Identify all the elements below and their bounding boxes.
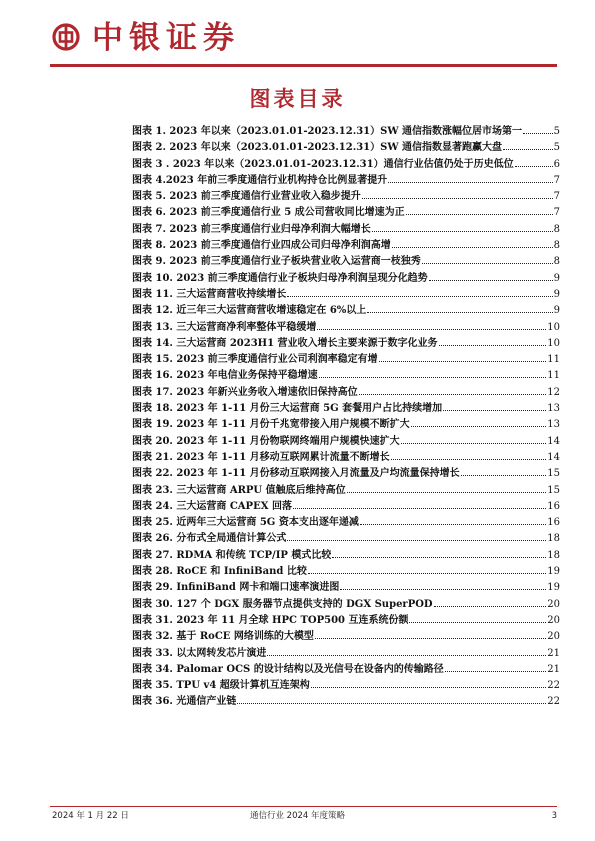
toc-entry[interactable]	[132, 548, 560, 564]
brand-logo-text: 中银证券	[92, 20, 240, 56]
toc-leader-dots	[315, 637, 546, 639]
toc-entry[interactable]	[132, 368, 560, 384]
toc-entry[interactable]	[132, 352, 560, 368]
toc-entry[interactable]	[132, 483, 560, 499]
toc-leader-dots	[332, 556, 546, 558]
toc-leader-dots	[439, 344, 547, 346]
toc-entry-label: 图表 10. 2023 前三季度通信行业子板块归母净利润呈现分化趋势	[132, 272, 428, 284]
toc-leader-dots	[388, 181, 552, 183]
toc-leader-dots	[347, 491, 547, 493]
toc-entry-label: 图表 15. 2023 前三季度通信行业公司利润率稳定有增	[132, 354, 378, 366]
toc-entry-page: 20	[547, 598, 560, 610]
toc-leader-dots	[503, 148, 553, 150]
toc-entry[interactable]	[132, 222, 560, 238]
toc-leader-dots	[360, 523, 546, 525]
page-title: 图表目录	[249, 87, 346, 111]
toc-entry-label: 图表 14. 三大运营商 2023H1 营业收入增长主要来源于数字化业务	[132, 337, 438, 349]
toc-entry[interactable]	[132, 385, 560, 401]
toc-leader-dots	[367, 311, 552, 313]
toc-entry-label: 图表 24. 三大运营商 CAPEX 回落	[132, 500, 292, 512]
page-header	[0, 0, 595, 72]
toc-entry-page: 21	[547, 647, 560, 659]
toc-entry[interactable]	[132, 140, 560, 156]
toc-entry-page: 11	[547, 354, 560, 366]
toc-entry-label: 图表 21. 2023 年 1-11 月移动互联网累计流量不断增长	[132, 451, 390, 463]
toc-leader-dots	[359, 393, 547, 395]
toc-leader-dots	[523, 132, 553, 134]
toc-leader-dots	[429, 279, 553, 281]
toc-entry-label: 图表 11. 三大运营商营收持续增长	[132, 288, 287, 300]
toc-entry-label: 图表 35. TPU v4 超级计算机互连架构	[132, 680, 310, 692]
toc-entry-page: 16	[547, 500, 560, 512]
toc-entry-label: 图表 18. 2023 年 1-11 月份三大运营商 5G 套餐用户占比持续增加	[132, 403, 443, 415]
toc-entry-page: 12	[547, 386, 560, 398]
toc-entry[interactable]	[132, 157, 560, 173]
toc-entry-label: 图表 5. 2023 前三季度通信行业营业收入稳步提升	[132, 191, 361, 203]
toc-entry-page: 16	[547, 517, 560, 529]
toc-entry-page: 15	[547, 468, 560, 480]
toc-entry-label: 图表 34. Palomar OCS 的设计结构以及光信号在设备内的传输路径	[132, 663, 444, 675]
toc-entry-label: 图表 26. 分布式全局通信计算公式	[132, 533, 287, 545]
toc-leader-dots	[392, 246, 553, 248]
toc-leader-dots	[319, 376, 547, 378]
toc-leader-dots	[411, 425, 547, 427]
toc-leader-dots	[422, 262, 553, 264]
toc-leader-dots	[443, 409, 546, 411]
footer-divider	[50, 806, 557, 807]
toc-entry-label: 图表 22. 2023 年 1-11 月份移动互联网接入月流量及户均流量保持增长	[132, 468, 460, 480]
toc-entry-label: 图表 1. 2023 年以来（2023.01.01-2023.12.31）SW 通信指数涨幅位居市场第一	[132, 126, 523, 137]
toc-entry[interactable]	[132, 613, 560, 629]
toc-entry-label: 图表 13. 三大运营商净利率整体平稳缓增	[132, 321, 317, 333]
toc-entry-label: 图表 7. 2023 前三季度通信行业归母净利润大幅增长	[132, 223, 371, 235]
toc-leader-dots	[379, 360, 547, 362]
toc-entry-page: 9	[553, 305, 560, 317]
toc-entry-label: 图表 32. 基于 RoCE 网络训练的大模型	[132, 631, 314, 643]
toc-entry-label: 图表 17. 2023 年新兴业务收入增速依旧保持高位	[132, 386, 358, 398]
toc-entry[interactable]	[132, 336, 560, 352]
toc-entry-page: 20	[547, 614, 560, 626]
toc-entry[interactable]	[132, 434, 560, 450]
toc-entry[interactable]	[132, 173, 560, 189]
toc-entry-page: 14	[547, 435, 560, 447]
table-of-figures	[132, 124, 560, 711]
toc-entry-page: 19	[547, 582, 560, 594]
toc-entry-label: 图表 8. 2023 前三季度通信行业四成公司归母净利润高增	[132, 240, 391, 252]
toc-entry-page: 10	[547, 321, 560, 333]
toc-entry-page: 8	[553, 256, 560, 268]
toc-leader-dots	[308, 572, 546, 574]
toc-entry[interactable]	[132, 189, 560, 205]
toc-entry-label: 图表 19. 2023 年 1-11 月份千兆宽带接入用户规模不断扩大	[132, 419, 410, 431]
toc-entry-page: 6	[553, 158, 560, 170]
toc-leader-dots	[461, 474, 547, 476]
toc-entry-page: 5	[553, 142, 560, 154]
footer-page-number: 3	[551, 811, 557, 821]
toc-entry-page: 9	[553, 272, 560, 284]
header-divider	[50, 64, 557, 67]
toc-entry-page: 8	[553, 240, 560, 252]
toc-leader-dots	[409, 621, 546, 623]
toc-leader-dots	[311, 686, 546, 688]
toc-entry[interactable]	[132, 303, 560, 319]
toc-entry[interactable]	[132, 678, 560, 694]
toc-entry-page: 14	[547, 451, 560, 463]
toc-entry-page: 7	[553, 174, 560, 186]
toc-leader-dots	[293, 507, 546, 509]
toc-entry-label: 图表 4.2023 年前三季度通信行业机构持仓比例显著提升	[132, 174, 388, 186]
toc-entry-page: 19	[547, 566, 560, 578]
toc-leader-dots	[267, 654, 546, 656]
toc-entry-page: 18	[547, 549, 560, 561]
toc-entry-label: 图表 2. 2023 年以来（2023.01.01-2023.12.31）SW 通信指数显著跑赢大盘	[132, 142, 503, 154]
toc-entry-page: 20	[547, 631, 560, 643]
toc-leader-dots	[445, 670, 547, 672]
footer-date: 2024 年 1 月 22 日	[52, 811, 129, 821]
toc-entry-label: 图表 28. RoCE 和 InfiniBand 比较	[132, 566, 307, 578]
toc-leader-dots	[406, 213, 553, 215]
toc-entry-label: 图表 16. 2023 年电信业务保持平稳增速	[132, 370, 318, 382]
toc-entry-page: 13	[547, 403, 560, 415]
toc-entry-label: 图表 30. 127 个 DGX 服务器节点提供支持的 DGX SuperPOD	[132, 598, 433, 610]
toc-leader-dots	[515, 165, 553, 167]
toc-entry-label: 图表 3 . 2023 年以来（2023.01.01-2023.12.31）通信行业估值仍处于历史低位	[132, 158, 514, 170]
toc-leader-dots	[391, 458, 547, 460]
toc-leader-dots	[237, 702, 546, 704]
toc-entry-label: 图表 31. 2023 年 11 月全球 HPC TOP500 互连系统份额	[132, 614, 409, 626]
toc-entry[interactable]	[132, 646, 560, 662]
toc-entry-label: 图表 6. 2023 前三季度通信行业 5 成公司营收同比增速为正	[132, 207, 405, 219]
toc-leader-dots	[372, 230, 553, 232]
toc-leader-dots	[434, 605, 547, 607]
toc-entry[interactable]	[132, 320, 560, 336]
toc-leader-dots	[287, 295, 552, 297]
bank-of-china-logo-icon	[52, 23, 80, 51]
toc-entry-page: 18	[547, 533, 560, 545]
toc-entry-page: 7	[553, 207, 560, 219]
toc-entry[interactable]	[132, 287, 560, 303]
toc-entry[interactable]	[132, 466, 560, 482]
toc-entry-page: 8	[553, 223, 560, 235]
toc-entry[interactable]	[132, 499, 560, 515]
toc-leader-dots	[340, 588, 546, 590]
toc-entry-page: 13	[547, 419, 560, 431]
toc-entry-page: 15	[547, 484, 560, 496]
toc-entry-page: 21	[547, 663, 560, 675]
toc-entry[interactable]	[132, 629, 560, 645]
toc-entry-label: 图表 29. InfiniBand 网卡和端口速率演进图	[132, 582, 340, 594]
toc-entry[interactable]	[132, 450, 560, 466]
toc-entry-label: 图表 9. 2023 前三季度通信行业子板块营业收入运营商一枝独秀	[132, 256, 421, 268]
toc-entry-label: 图表 12. 近三年三大运营商营收增速稳定在 6%以上	[132, 305, 367, 317]
toc-entry[interactable]	[132, 694, 560, 710]
toc-entry[interactable]	[132, 205, 560, 221]
toc-entry[interactable]	[132, 515, 560, 531]
toc-entry[interactable]	[132, 254, 560, 270]
toc-entry-label: 图表 25. 近两年三大运营商 5G 资本支出逐年递减	[132, 517, 359, 529]
toc-entry-label: 图表 36. 光通信产业链	[132, 696, 237, 708]
toc-entry[interactable]	[132, 597, 560, 613]
toc-entry-page: 9	[553, 288, 560, 300]
toc-entry-page: 10	[547, 337, 560, 349]
toc-entry-label: 图表 23. 三大运营商 ARPU 值触底后维持高位	[132, 484, 346, 496]
footer-report-title: 通信行业 2024 年度策略	[249, 811, 346, 821]
toc-leader-dots	[287, 539, 546, 541]
toc-entry[interactable]	[132, 580, 560, 596]
toc-leader-dots	[317, 328, 546, 330]
toc-entry[interactable]	[132, 401, 560, 417]
toc-entry[interactable]	[132, 564, 560, 580]
toc-entry-page: 7	[553, 191, 560, 203]
toc-entry[interactable]	[132, 124, 560, 140]
toc-entry[interactable]	[132, 271, 560, 287]
toc-entry-page: 5	[553, 126, 560, 137]
toc-entry[interactable]	[132, 417, 560, 433]
toc-entry-label: 图表 33. 以太网转发芯片演进	[132, 647, 267, 659]
toc-entry-label: 图表 27. RDMA 和传统 TCP/IP 模式比较	[132, 549, 332, 561]
toc-leader-dots	[362, 197, 553, 199]
toc-entry-label: 图表 20. 2023 年 1-11 月份物联网终端用户规模快速扩大	[132, 435, 400, 447]
toc-leader-dots	[401, 442, 547, 444]
toc-entry-page: 11	[547, 370, 560, 382]
toc-entry-page: 22	[547, 696, 560, 708]
toc-entry[interactable]	[132, 662, 560, 678]
toc-entry[interactable]	[132, 238, 560, 254]
toc-entry-page: 22	[547, 680, 560, 692]
toc-entry[interactable]	[132, 531, 560, 547]
